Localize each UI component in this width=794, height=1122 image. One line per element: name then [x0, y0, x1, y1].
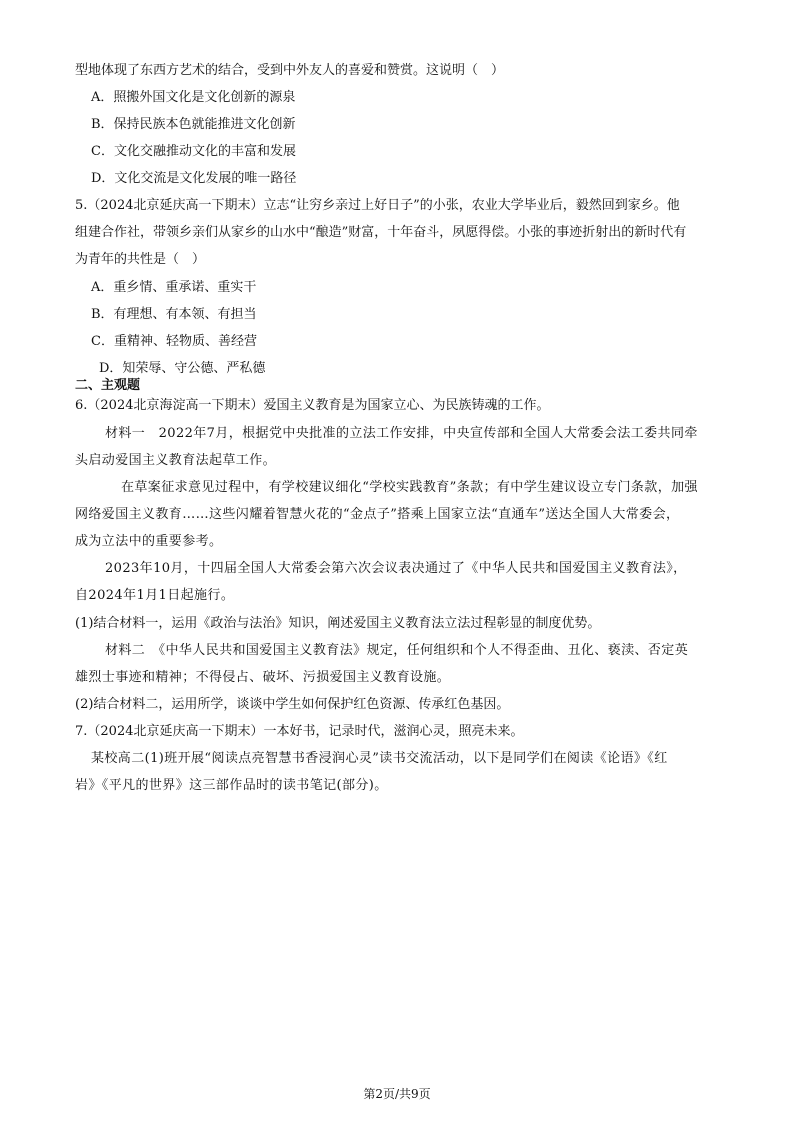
question-6-stem: 6.（2024北京海淀高一下期末）爱国主义教育是为国家立心、为民族铸魂的工作。 [75, 398, 550, 413]
question-4-option-b: B．保持民族本色就能推进文化创新 [91, 117, 296, 132]
question-6-material-2-line-1: 材料二 《中华人民共和国爱国主义教育法》规定，任何组织和个人不得歪曲、丑化、亵渎、否定英 [105, 643, 689, 658]
question-6-material-1-line-2: 头启动爱国主义教育法起草工作。 [75, 453, 277, 468]
section-heading-subjective: 二、主观题 [75, 378, 141, 393]
question-7-context-line-1: 某校高二(1)班开展“阅读点亮智慧书香浸润心灵”读书交流活动，以下是同学们在阅读《论语》《红 [91, 751, 668, 766]
question-5-option-c: C．重精神、轻物质、善经营 [91, 334, 257, 349]
question-6-material-1-line-3: 在草案征求意见过程中，有学校建议细化“学校实践教育”条款；有中学生建议设立专门条款，加强 [121, 480, 698, 495]
question-6-material-1-line-5: 成为立法中的重要参考。 [75, 534, 223, 549]
question-6-subquestion-2: (2)结合材料二，运用所学，谈谈中学生如何保护红色资源、传承红色基因。 [75, 697, 510, 712]
question-7-context-line-2: 岩》《平凡的世界》这三部作品时的读书笔记(部分)。 [75, 778, 388, 793]
question-5-option-d: D．知荣辱、守公德、严私德 [99, 361, 266, 376]
question-5-option-b: B．有理想、有本领、有担当 [91, 307, 257, 322]
question-5-stem-line-3: 为青年的共性是（ ） [75, 252, 206, 267]
question-5-stem-line-2: 组建合作社，带领乡亲们从家乡的山水中“酿造”财富，十年奋斗，夙愿得偿。小张的事迹折射出的新时代有 [75, 225, 687, 240]
question-4-option-a: A．照搬外国文化是文化创新的源泉 [91, 90, 296, 105]
question-6-material-1-line-1: 材料一 2022年7月，根据党中央批准的立法工作安排，中央宣传部和全国人大常委会法工委共同牵 [105, 426, 698, 441]
question-4-option-c: C．文化交融推动文化的丰富和发展 [91, 144, 296, 159]
question-6-material-2-line-2: 雄烈士事迹和精神；不得侵占、破坏、污损爱国主义教育设施。 [75, 670, 451, 685]
page-number-footer: 第2页/共9页 [363, 1087, 431, 1101]
question-6-material-1-line-4: 网络爱国主义教育……这些闪耀着智慧火花的“金点子”搭乘上国家立法“直通车”送达全国人大常委会， [75, 507, 680, 522]
question-6-material-1-line-6: 2023年10月，十四届全国人大常委会第六次会议表决通过了《中华人民共和国爱国主义教育法》， [105, 561, 687, 576]
question-5-stem-line-1: 5.（2024北京延庆高一下期末）立志“让穷乡亲过上好日子”的小张，农业大学毕业后，毅然回到家乡。他 [75, 198, 680, 213]
question-4-stem-end: 型地体现了东西方艺术的结合，受到中外友人的喜爱和赞赏。这说明（ ） [75, 63, 505, 78]
question-7-stem: 7.（2024北京延庆高一下期末）一本好书，记录时代，滋润心灵，照亮未来。 [75, 724, 524, 739]
question-6-subquestion-1: (1)结合材料一，运用《政治与法治》知识，阐述爱国主义教育法立法过程彰显的制度优势。 [75, 616, 601, 631]
question-6-material-1-line-7: 自2024年1月1日起施行。 [75, 588, 235, 603]
question-4-option-d: D．文化交流是文化发展的唯一路径 [91, 171, 297, 186]
question-5-option-a: A．重乡情、重承诺、重实干 [91, 280, 257, 295]
